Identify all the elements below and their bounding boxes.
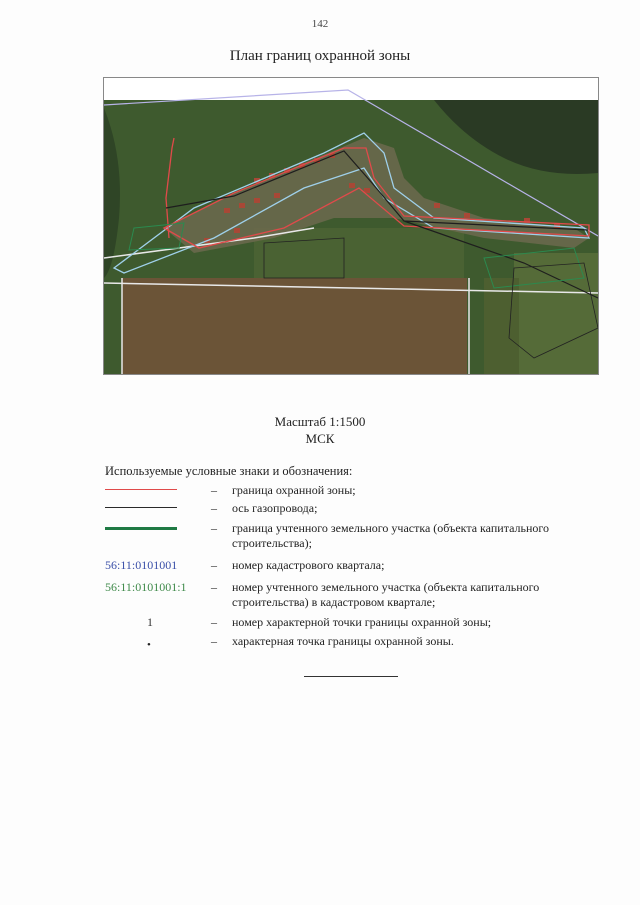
- satellite-map: [103, 77, 599, 375]
- legend-item-characteristic-point: [105, 634, 605, 650]
- legend-item-parcel-number: [105, 580, 605, 612]
- legend-heading: Используемые условные знаки и обозначения:: [105, 464, 353, 478]
- legend-dash: –: [211, 501, 217, 515]
- legend-desc: ось газопровода;: [232, 501, 318, 515]
- legend-item-quarter-number: [105, 558, 605, 574]
- red-line-symbol: [105, 489, 177, 490]
- legend-desc: граница учтенного земельного участка (объекта капитального строительства);: [232, 521, 550, 550]
- legend-desc: номер учтенного земельного участка (объекта капитального строительства) в кадастровом квартале;: [232, 580, 540, 609]
- map-scale-block: [0, 413, 640, 447]
- point-number-sample: 1: [147, 615, 153, 629]
- legend-dash: –: [211, 558, 217, 572]
- legend-desc: характерная точка границы охранной зоны.: [232, 634, 454, 648]
- legend-dash: –: [211, 521, 217, 535]
- legend-item-cadastral-boundary: [105, 521, 605, 553]
- legend-dash: –: [211, 615, 217, 629]
- green-line-symbol: [105, 527, 177, 530]
- legend-desc: номер характерной точки границы охранной зоны;: [232, 615, 492, 629]
- legend-dash: –: [211, 580, 217, 594]
- scale-label: Масштаб 1:1500: [274, 414, 366, 429]
- legend-dash: –: [211, 634, 217, 648]
- legend-item-point-number: [105, 615, 605, 631]
- legend-dash: –: [211, 483, 217, 497]
- legend-desc: номер кадастрового квартала;: [232, 558, 385, 572]
- page-title: План границ охранной зоны: [229, 48, 411, 64]
- quarter-number-sample: 56:11:0101001: [105, 558, 178, 572]
- legend-item-zone-boundary: [105, 483, 605, 499]
- parcel-number-sample: 56:11:0101001:1: [105, 580, 187, 594]
- bottom-divider: [304, 676, 398, 677]
- dot-icon: •: [147, 639, 151, 651]
- legend-item-gas-pipe-axis: [105, 501, 605, 517]
- page-number: 142: [311, 18, 329, 30]
- legend-desc: граница охранной зоны;: [232, 483, 356, 497]
- crs-label: МСК: [305, 431, 335, 446]
- black-line-symbol: [105, 507, 177, 508]
